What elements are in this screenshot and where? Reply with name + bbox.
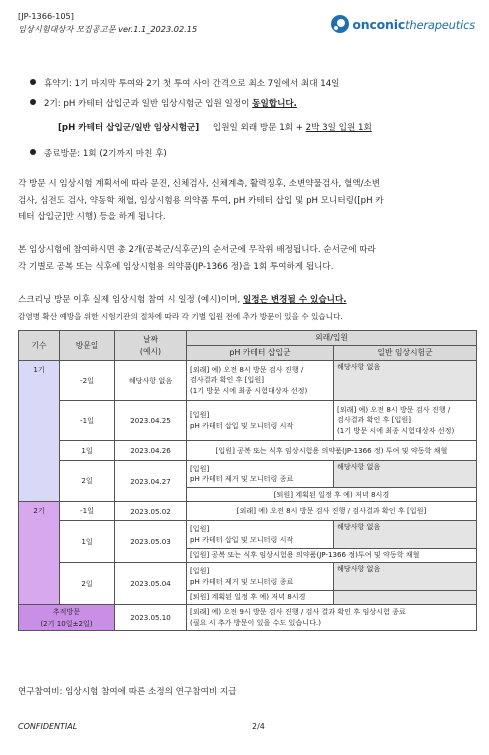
document-id: [JP-1366-105]: [18, 11, 74, 21]
table-row-date: 해당사항 없음: [115, 361, 187, 401]
merged-cell: [퇴원] 계획된 일정 후 예) 저녁 8시경: [187, 591, 334, 605]
page-number: 2/4: [252, 722, 265, 731]
confidential-label: CONFIDENTIAL: [18, 722, 78, 731]
schedule-notice: 스크리닝 방문 이후 실제 임상시험 참여 시 일정 (예시)이며, 일정은 변경될 수 있습니다.: [18, 295, 347, 305]
header-period: 기수: [19, 331, 60, 361]
table-row-date: 2023.05.03: [115, 521, 187, 563]
table-row-date: 2023.05.10: [115, 605, 187, 631]
ph-group-cell: [입원] pH 카테터 삽입 및 모니터링 시작: [187, 521, 334, 549]
normal-group-cell: 해당사항 없음: [334, 361, 477, 401]
normal-group-cell: 해당사항 없음: [334, 521, 477, 549]
header-visit: 방문일: [60, 331, 115, 361]
normal-group-cell: 해당사항 없음: [334, 563, 477, 591]
bullet-dot-icon: [30, 79, 36, 85]
period-2-cell: 2기: [19, 502, 60, 605]
table-row-date: 2023.04.25: [115, 401, 187, 441]
bullet-period2: 2기: pH 카테터 삽입군과 일반 임상시험군 입원 일정이 동일합니다.: [30, 97, 297, 111]
header-normal-group: 일반 임상시험군: [334, 346, 477, 361]
compensation-note: 연구참여비: 임상시험 참여에 따른 소정의 연구참여비 지급: [18, 687, 237, 697]
logo-brand: onconic: [352, 16, 406, 32]
visit-procedures-paragraph: 각 방문 시 임상시험 계획서에 따라 문진, 신체검사, 신체계측, 활력징후, 소변약물검사, 혈액/소변 검사, 심전도 검사, 약동학 채혈, 임상시험용 의약품 투여, pH 카테터 삽입 및 pH 모니터링([pH 카 테터 삽입군]만 시행) 등을 하게 됩니다.: [18, 179, 384, 222]
company-logo: [330, 14, 475, 34]
normal-group-cell: 해당사항 없음: [334, 461, 477, 488]
table-row-visit: 2일: [60, 563, 115, 605]
table-row-visit: 2일: [60, 461, 115, 502]
table-row-date: 2023.05.04: [115, 563, 187, 605]
document-header: [18, 10, 197, 36]
merged-cell: [입원] 공복 또는 식후 임상시험용 의약품(JP-1366 정) 투여 및 약동학 채혈: [187, 441, 477, 461]
infection-notice: 감염병 확산 예방을 위한 시험기관의 절차에 따라 각 기별 입원 전에 추가 방문이 있을 수 있습니다.: [18, 312, 343, 321]
merged-cell: [퇴원] 계획된 일정 후 예) 저녁 8시경: [187, 488, 477, 502]
bullet-washout: 휴약기: 1기 마지막 투여와 2기 첫 투여 사이 간격으로 최소 7일에서 최대 14일: [30, 77, 339, 91]
table-row-visit: -1일: [60, 502, 115, 521]
onconic-logo-icon: [330, 14, 350, 34]
document-title: 임상시험대상자 모집공고문 ver.1.1_2023.02.15: [18, 24, 198, 34]
follow-up-period-cell: 추적방문 (2기 10일±2일): [19, 605, 115, 631]
period-1-cell: 1기: [19, 361, 60, 502]
ph-group-cell: [입원] pH 카테터 삽입 및 모니터링 시작: [187, 401, 334, 441]
table-row-date: 2023.04.26: [115, 441, 187, 461]
table-row-date: 2023.05.02: [115, 502, 187, 521]
bullet-dot-icon: [30, 99, 36, 105]
table-row-visit: 1일: [60, 441, 115, 461]
randomization-paragraph: 본 임상시험에 참여하시면 총 2개(공복군/식후군)의 순서군에 무작위 배정됩니다. 순서군에 따라 각 기별로 공복 또는 식후에 임상시험용 의약품(JP-1366 정)을 1회 투여하게 됩니다.: [18, 245, 376, 272]
bullet-end-visit: 종료방문: 1회 (2기까지 마친 후): [30, 147, 167, 161]
group-schedule-line: [pH 카테터 삽입군/일반 임상시험군] 입원일 외래 방문 1회 + 2박 3일 입원 1회: [58, 123, 372, 133]
header-outpatient: 외래/입원: [187, 331, 477, 346]
header-date: 날짜 (예시): [115, 331, 187, 361]
header-ph-group: pH 카테터 삽입군: [187, 346, 334, 361]
empty-cell: [334, 591, 477, 605]
merged-cell: [외래] 예) 오전 8시 방문 검사 진행 / 검사결과 확인 후 [입원]: [187, 502, 477, 521]
schedule-table: [18, 330, 477, 631]
ph-group-cell: [외래] 예) 오전 8시 방문 검사 진행 / 검사결과 확인 후 [입원] (1기 방문 시에 최종 시험대상자 선정): [187, 361, 334, 401]
merged-cell: [외래] 예) 오전 9시 방문 검사 진행 / 검사 결과 확인 후 임상시험 종료 (필요 시 추가 방문이 있을 수도 있습니다.): [187, 605, 477, 631]
table-row-date: 2023.04.27: [115, 461, 187, 502]
table-row-visit: -2일: [60, 361, 115, 401]
bullet-dot-icon: [30, 149, 36, 155]
ph-group-cell: [입원] pH 카테터 제거 및 모니터링 종료: [187, 461, 334, 488]
normal-group-cell: [외래] 예) 오전 8시 방문 검사 진행 / 검사결과 확인 후 [입원] (1기 방문 시에 최종 시험대상자 선정): [334, 401, 477, 441]
table-row-visit: 1일: [60, 521, 115, 563]
ph-group-cell: [입원] pH 카테터 제거 및 모니터링 종료: [187, 563, 334, 591]
logo-brand-suffix: therapeutics: [405, 17, 475, 32]
table-row-visit: -1일: [60, 401, 115, 441]
merged-cell: [입원] 공복 또는 식후 임상시험용 의약품(JP-1366 정)투여 및 약동학 채혈: [187, 549, 477, 563]
